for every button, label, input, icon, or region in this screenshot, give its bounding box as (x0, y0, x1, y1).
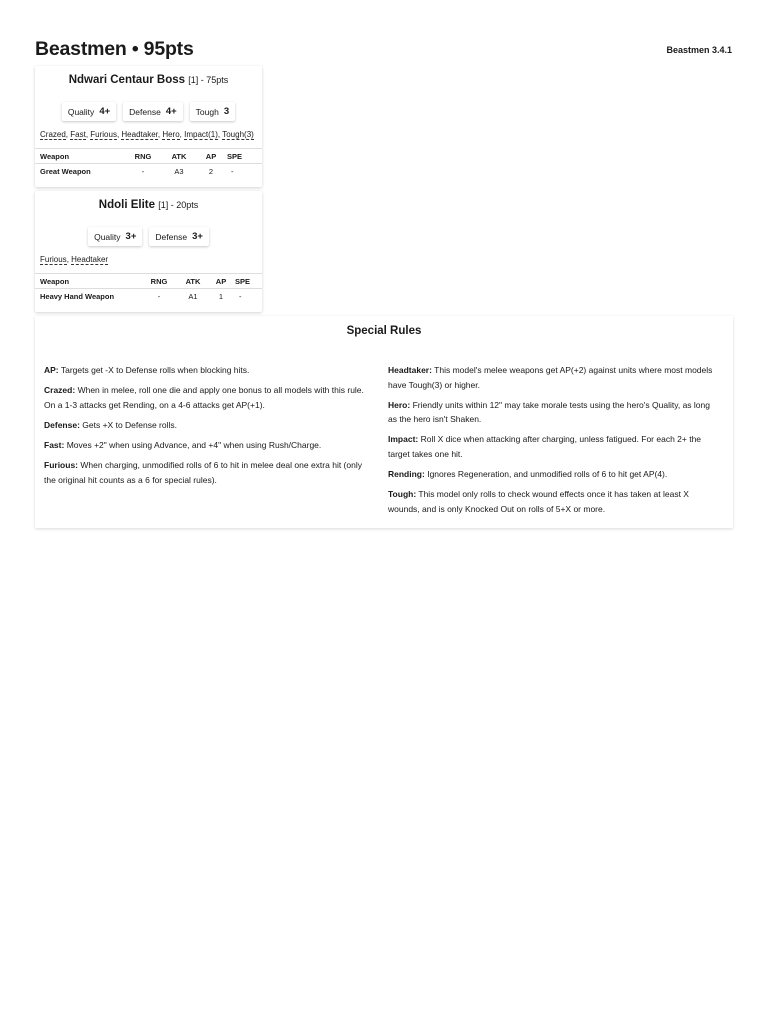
special-rules-panel (35, 316, 733, 528)
rule-link[interactable]: Impact(1) (184, 130, 218, 139)
rule-entry: Crazed: When in melee, roll one die and apply one bonus to all models with this rule. On a 1-3 attacks get Rending, on a 4-6 attacks get AP(+1). (44, 385, 364, 410)
rule-entry: Fast: Moves +2" when using Advance, and +4" when using Rush/Charge. (44, 439, 322, 450)
unit-rules: Furious, Headtaker (40, 255, 109, 264)
rule-entry: Hero: Friendly units within 12" may take morale tests using the hero's Quality, as long as the hero isn't Shaken. (388, 399, 710, 425)
rule-link[interactable]: Hero (162, 130, 180, 139)
weapon-table-header: Weapon RNG ATK AP SPE (35, 149, 262, 164)
stat-quality: Quality 4+ (62, 102, 116, 121)
rule-link[interactable]: Furious (40, 255, 67, 264)
weapon-table (35, 273, 262, 305)
unit-name: Ndwari Centaur Boss (68, 74, 186, 86)
special-rules-right-column (388, 363, 713, 522)
weapon-row: Great Weapon - A3 2 - (40, 167, 234, 177)
special-rules-left-column (44, 363, 369, 493)
rule-entry: Impact: Roll X dice when attacking after charging, unless fatigued. For each 2+ the target takes one hit. (388, 434, 702, 459)
version-label: Beastmen 3.4.1 (666, 45, 732, 55)
stat-tough: Tough 3 (190, 102, 235, 121)
rule-link[interactable]: Fast (70, 130, 86, 139)
rule-link[interactable]: Crazed (40, 130, 66, 139)
special-rules-title: Special Rules (346, 325, 422, 337)
rule-entry: Defense: Gets +X to Defense rolls. (44, 419, 178, 430)
unit-title (35, 199, 262, 211)
unit-meta: [1] - 20pts (158, 200, 199, 210)
unit-meta: [1] - 75pts (188, 75, 229, 85)
stat-quality: Quality 3+ (88, 227, 142, 246)
rule-entry: Headtaker: This model's melee weapons get AP(+2) against units where most models have Tough(3) or higher. (388, 365, 713, 390)
unit-name: Ndoli Elite (98, 199, 155, 211)
stat-row (35, 102, 262, 121)
rule-entry: Furious: When charging, unmodified rolls of 6 to hit in melee deal one extra hit (only the original hit counts as a 6 for special rules). (44, 459, 362, 485)
rule-link[interactable]: Tough(3) (222, 130, 254, 139)
stat-row (35, 227, 262, 246)
unit-card (35, 191, 262, 312)
page-title: Beastmen • 95pts (35, 38, 194, 60)
rule-entry: AP: Targets get -X to Defense rolls when blocking hits. (44, 365, 250, 375)
weapon-table-header: Weapon RNG ATK AP SPE (35, 274, 262, 289)
unit-card (35, 66, 262, 187)
weapon-row: Heavy Hand Weapon - A1 1 - (40, 292, 242, 302)
rule-entry: Rending: Ignores Regeneration, and unmodified rolls of 6 to hit get AP(4). (388, 469, 668, 480)
rule-link[interactable]: Furious (90, 130, 117, 139)
rule-entry: Tough: This model only rolls to check wound effects once it has taken at least X wounds, and is only Knocked Out on rolls of 5+X or more. (388, 489, 689, 514)
unit-title (35, 74, 262, 86)
weapon-table (35, 148, 262, 180)
stat-defense: Defense 4+ (123, 102, 183, 121)
rule-link[interactable]: Headtaker (121, 130, 158, 139)
stat-defense: Defense 3+ (149, 227, 209, 246)
rule-link[interactable]: Headtaker (71, 255, 109, 264)
unit-rules: Crazed, Fast, Furious, Headtaker, Hero, Impact(1), Tough(3) (40, 130, 254, 139)
